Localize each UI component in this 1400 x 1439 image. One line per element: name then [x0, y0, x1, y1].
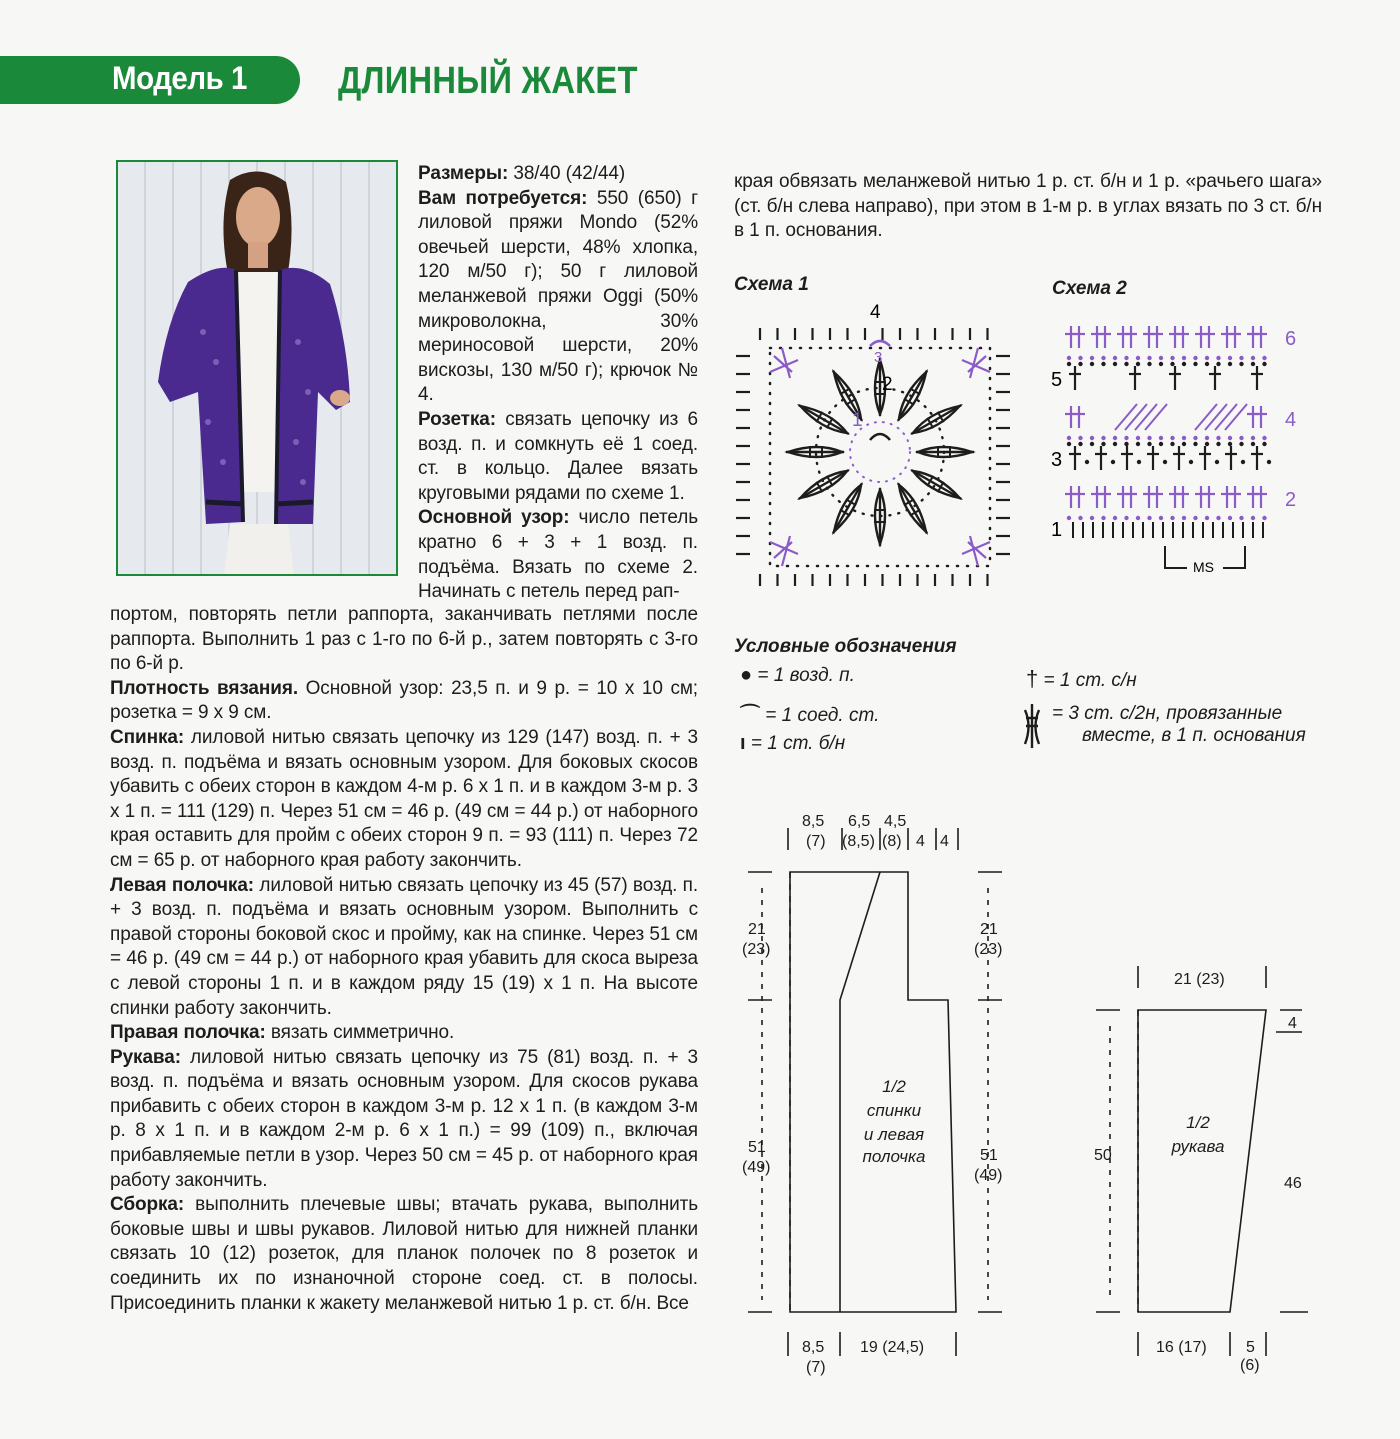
sleeves-text: лиловой нитью связать цепочку из 75 (81) возд. п. + 3 возд. п. подъёма и вязать основным узором. Для скосов рукава прибавить с обеих сторон в каждом 3-м р. 12 х 1 п. (в каждом 3-м р. 8 х 1 п. и в каждом 2-м р. 6 х 1 п.) = 99 (109) п., включая прибавляемые петли в узор. Через 50 см = 45 р. от наборного края работу закончить.: [110, 1046, 698, 1191]
model-photo-illustration: [118, 162, 396, 574]
sizes-heading: Размеры:: [418, 163, 509, 184]
slip-stitch-icon: ⌒: [740, 704, 760, 726]
sleeve-bottom-dim-1: 16 (17): [1156, 1339, 1207, 1356]
schema1-outer-ticks: [736, 328, 1010, 586]
body-top-dim-2b: (8,5): [842, 833, 875, 850]
schema2-row-6: 6: [1285, 328, 1297, 350]
main-pattern-text-2: портом, повторять петли раппорта, заканчивать петлями после раппорта. Выполнить 1 раз с 1-го по 6-й р., затем повторять с 3-го по 6-й р.: [110, 604, 698, 675]
schema1-slip-stitch: [870, 434, 890, 440]
legend-chain: [740, 664, 855, 687]
legend-sc-text: = 1 ст. б/н: [750, 733, 846, 754]
body-top-dim-3: 4,5: [884, 813, 907, 830]
body-top-dim-2: 6,5: [848, 813, 871, 830]
body-right-dim-1: 21: [980, 921, 998, 938]
body-right-dim-2b: (49): [974, 1167, 1003, 1184]
body-left-dim-1b: (23): [742, 941, 771, 958]
body-top-dim-3b: (8): [882, 833, 902, 850]
body-left-dim-1: 21: [748, 921, 766, 938]
sleeve-label-2: рукава: [1171, 1137, 1225, 1156]
body-pattern-diagram: [730, 800, 1060, 1380]
density-heading: Плотность вязания.: [110, 677, 299, 699]
density-text: Основной узор: 23,5 п. и 9 р. = 10 х 10 см; розетка = 9 х 9 см.: [110, 677, 698, 724]
left-front-text: лиловой нитью связать цепочку из 45 (57) возд. п. + 3 возд. п. подъёма и вязать основным узором. Выполнить с правой стороны боковой скос и пройму, как на спинке. Через 51 см = 46 р. (49 см = 44 р.) от наборного края убавить для скоса выреза с левой стороны 1 п. и в каждом ряду 15 (19) х 1 п. На высоте спинки работу закончить.: [110, 874, 699, 1019]
body-right-dim-2: 51: [980, 1147, 998, 1164]
sleeve-label-1: 1/2: [1186, 1113, 1210, 1132]
legend-cluster: [1052, 703, 1306, 747]
schema1-label-2: 2: [882, 374, 893, 395]
cluster-icon: [1022, 700, 1042, 757]
body-bottom-dim-1b: (7): [806, 1359, 826, 1376]
assembly-heading: Сборка:: [110, 1194, 185, 1216]
schema1-title: Схема 1: [734, 274, 809, 295]
text-column-right: края обвязать меланжевой нитью 1 р. ст. б/н и 1 р. «рачьего шага» (ст. б/н слева направо), при этом в 1-м р. в углах вязать по 3 ст. б/н в 1 п. основания.: [734, 171, 1322, 242]
body-right-dim-1b: (23): [974, 941, 1003, 958]
sleeve-bottom-dim-2: 5: [1246, 1339, 1255, 1356]
schema2-rows: [1065, 326, 1271, 538]
text-column-top: [418, 162, 698, 605]
schema2-row-1: 1: [1051, 519, 1063, 541]
legend-cluster-text-1: = 3 ст. с/2н, провязанные: [1052, 703, 1283, 724]
schema2-row-3: 3: [1051, 449, 1063, 471]
body-bottom-dim-1: 8,5: [802, 1339, 825, 1356]
double-crochet-icon: †: [1026, 666, 1039, 691]
left-front-heading: Левая полочка:: [110, 874, 255, 896]
legend-cluster-text-2: вместе, в 1 п. основания: [1082, 725, 1306, 746]
schema2-row-5: 5: [1051, 369, 1063, 391]
model-label: Модель 1: [112, 60, 247, 96]
materials-text: 550 (650) г лиловой пряжи Mondo (52% овечьей шерсти, 48% хлопка, 120 м/50 г); 50 г лиловой меланжевой пряжи Oggi (50% микроволокна, 30% мериносовой шерсти, 20% вискозы, 130 м/50 г); крючок № 4.: [418, 187, 699, 406]
sleeve-pattern-diagram: [1080, 960, 1320, 1380]
body-top-dim-4: 4: [916, 833, 925, 850]
sleeve-right-dim-1: 4: [1288, 1015, 1297, 1032]
body-bottom-dim-2: 19 (24,5): [860, 1339, 925, 1356]
single-crochet-icon: ı: [740, 732, 746, 754]
body-left-dim-2b: (49): [742, 1159, 771, 1176]
rosette-text: связать цепочку из 6 возд. п. и сомкнуть её 1 соед. ст. в кольцо. Далее вязать круговыми рядами по схеме 1.: [418, 408, 698, 504]
schema2-diagram: [1045, 310, 1315, 580]
body-left-ticks: [748, 872, 772, 1312]
legend-slip: [740, 698, 879, 727]
chain-icon: ●: [740, 664, 753, 686]
schema2-title: Схема 2: [1052, 278, 1127, 299]
text-column-bottom: [110, 603, 698, 1316]
legend-dc: [1026, 666, 1137, 692]
sleeve-top-dim: 21 (23): [1174, 971, 1225, 988]
legend-slip-text: = 1 соед. ст.: [765, 705, 880, 726]
legend-chain-text: = 1 возд. п.: [757, 665, 855, 686]
body-top-dim-1b: (7): [806, 833, 826, 850]
schema2-row-4: 4: [1285, 409, 1297, 431]
materials-heading: Вам потребуется:: [418, 187, 588, 209]
sleeve-outline: [1138, 1010, 1266, 1312]
body-label-4: полочка: [862, 1147, 926, 1166]
legend-sc: [740, 732, 845, 755]
schema1-label-1: 1: [852, 410, 863, 431]
schema1-ring-2: [850, 422, 910, 482]
legend-title: Условные обозначения: [734, 636, 957, 657]
body-pattern-outline: [790, 872, 956, 1312]
schema1-diagram: [730, 300, 1010, 600]
right-front-heading: Правая полочка:: [110, 1022, 266, 1044]
body-left-dim-2: 51: [748, 1139, 766, 1156]
sleeve-right-dim-2: 46: [1284, 1175, 1302, 1192]
right-front-text: вязать симметрично.: [265, 1022, 455, 1044]
body-label-1: 1/2: [882, 1077, 906, 1096]
body-top-dim-1: 8,5: [802, 813, 825, 830]
page-title: ДЛИННЫЙ ЖАКЕТ: [338, 60, 638, 102]
body-label-3: и левая: [863, 1125, 925, 1144]
schema2-ms-label: MS: [1193, 559, 1214, 575]
schema1-petals: [786, 358, 974, 546]
rosette-heading: Розетка:: [418, 408, 496, 430]
body-right-ticks: [978, 872, 1002, 1312]
schema2-row-2: 2: [1285, 489, 1297, 511]
body-label-2: спинки: [866, 1101, 922, 1120]
main-pattern-heading: Основной узор:: [418, 507, 570, 529]
schema1-label-4: 4: [870, 302, 881, 323]
sleeves-heading: Рукава:: [110, 1046, 181, 1068]
sizes-text: 38/40 (42/44): [508, 163, 626, 184]
sleeve-right-ticks: [1276, 1010, 1308, 1312]
assembly-text: выполнить плечевые швы; втачать рукава, выполнить боковые швы и швы рукавов. Лиловой нитью для нижней планки связать 10 (12) розеток, для планок полочек по 8 розеток и соединить их по изнаночной стороне соед. ст. в полосы. Присоединить планки к жакету меланжевой нитью 1 р. ст. б/н. Все: [110, 1194, 698, 1314]
sleeve-left-dim: 50: [1094, 1147, 1112, 1164]
back-text: лиловой нитью связать цепочку из 129 (147) возд. п. + 3 возд. п. подъёма и вязать основным узором. Для боковых скосов убавить с обеих сторон в каждом 4-м р. 6 х 1 п. и в каждом 3-м р. 3 х 1 п. = 111 (129) п. Через 51 см = 46 р. (49 см = 44 р.) от наборного края оставить для пройм с обеих сторон 9 п. = 93 (111) п. Через 72 см = 65 р. от наборного края работу закончить.: [110, 726, 698, 871]
body-neckline: [840, 872, 880, 1312]
back-heading: Спинка:: [110, 726, 185, 748]
legend-dc-text: = 1 ст. с/н: [1043, 670, 1137, 691]
sleeve-bottom-dim-2b: (6): [1240, 1357, 1260, 1374]
schema1-label-3: 3: [874, 349, 883, 366]
body-top-dim-5: 4: [940, 833, 949, 850]
model-photo: [116, 160, 398, 576]
main-pattern-text-1: число петель кратно 6 + 3 + 1 возд. п. подъёма. Вязать по схеме 2. Начинать с петель перед рап-: [418, 507, 699, 603]
